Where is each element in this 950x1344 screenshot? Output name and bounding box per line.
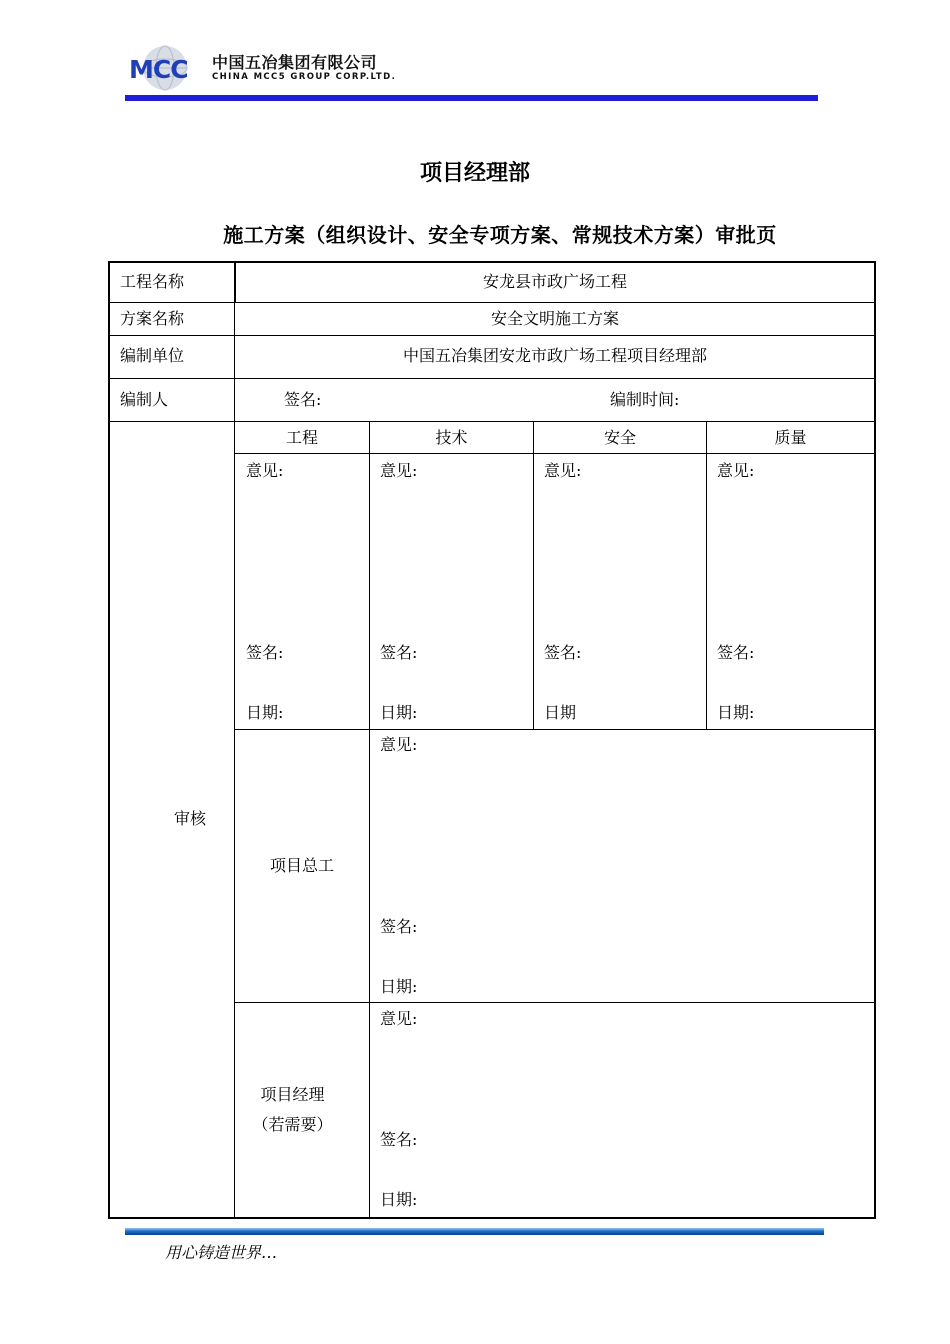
project-manager-label: 项目经理 bbox=[260, 1085, 325, 1104]
dept-header-technical: 技术 bbox=[435, 428, 468, 447]
dept-date-label: 日期: bbox=[380, 703, 418, 722]
chief-engineer-sign-label: 签名: bbox=[380, 917, 418, 936]
review-label: 审核 bbox=[174, 809, 207, 828]
document-title: 项目经理部 bbox=[419, 161, 530, 186]
author-label: 编制人 bbox=[120, 390, 169, 409]
company-name-en: CHINA MCC5 GROUP CORP.LTD. bbox=[212, 72, 397, 82]
dept-sign-label: 签名: bbox=[246, 643, 284, 662]
project-name-value: 安龙县市政广场工程 bbox=[482, 272, 627, 291]
author-time-label: 编制时间: bbox=[610, 390, 680, 409]
footer-slogan: 用心铸造世界… bbox=[165, 1243, 278, 1262]
project-manager-date-label: 日期: bbox=[380, 1190, 418, 1209]
project-manager-note: （若需要） bbox=[252, 1115, 333, 1134]
row-divider bbox=[110, 378, 874, 379]
row-divider bbox=[235, 453, 874, 454]
dept-opinion-label: 意见: bbox=[380, 461, 418, 480]
dept-header-engineering: 工程 bbox=[285, 428, 318, 447]
mcc-logo bbox=[127, 44, 207, 92]
dept-date-label: 日期 bbox=[544, 703, 577, 722]
row-divider bbox=[235, 729, 874, 730]
plan-name-label: 方案名称 bbox=[120, 309, 185, 328]
dept-header-quality: 质量 bbox=[774, 428, 807, 447]
logo-text: MCC bbox=[129, 55, 188, 84]
dept-opinion-label: 意见: bbox=[544, 461, 582, 480]
column-divider bbox=[533, 422, 534, 729]
plan-name-value: 安全文明施工方案 bbox=[490, 309, 619, 328]
document-subtitle: 施工方案（组织设计、安全专项方案、常规技术方案）审批页 bbox=[223, 223, 777, 247]
row-divider bbox=[235, 1002, 874, 1003]
dept-header-safety: 安全 bbox=[603, 428, 636, 447]
author-sign-label: 签名: bbox=[284, 390, 322, 409]
column-divider bbox=[706, 422, 707, 729]
row-divider bbox=[110, 302, 874, 303]
approval-table bbox=[108, 261, 876, 1219]
chief-engineer-date-label: 日期: bbox=[380, 977, 418, 996]
dept-opinion-label: 意见: bbox=[717, 461, 755, 480]
chief-engineer-opinion-label: 意见: bbox=[380, 735, 418, 754]
project-name-label: 工程名称 bbox=[120, 272, 185, 291]
column-divider bbox=[369, 422, 370, 1218]
dept-date-label: 日期: bbox=[717, 703, 755, 722]
dept-opinion-label: 意见: bbox=[246, 461, 284, 480]
company-name-cn: 中国五冶集团有限公司 bbox=[212, 53, 378, 72]
prepared-unit-value: 中国五冶集团安龙市政广场工程项目经理部 bbox=[402, 346, 707, 365]
footer-divider bbox=[125, 1228, 824, 1235]
dept-date-label: 日期: bbox=[246, 703, 284, 722]
dept-sign-label: 签名: bbox=[380, 643, 418, 662]
prepared-unit-label: 编制单位 bbox=[120, 346, 185, 365]
row-divider bbox=[110, 335, 874, 336]
row-divider bbox=[110, 421, 874, 422]
dept-sign-label: 签名: bbox=[544, 643, 582, 662]
header-divider bbox=[125, 95, 818, 101]
project-manager-opinion-label: 意见: bbox=[380, 1009, 418, 1028]
chief-engineer-label: 项目总工 bbox=[269, 856, 334, 875]
dept-sign-label: 签名: bbox=[717, 643, 755, 662]
project-manager-sign-label: 签名: bbox=[380, 1130, 418, 1149]
